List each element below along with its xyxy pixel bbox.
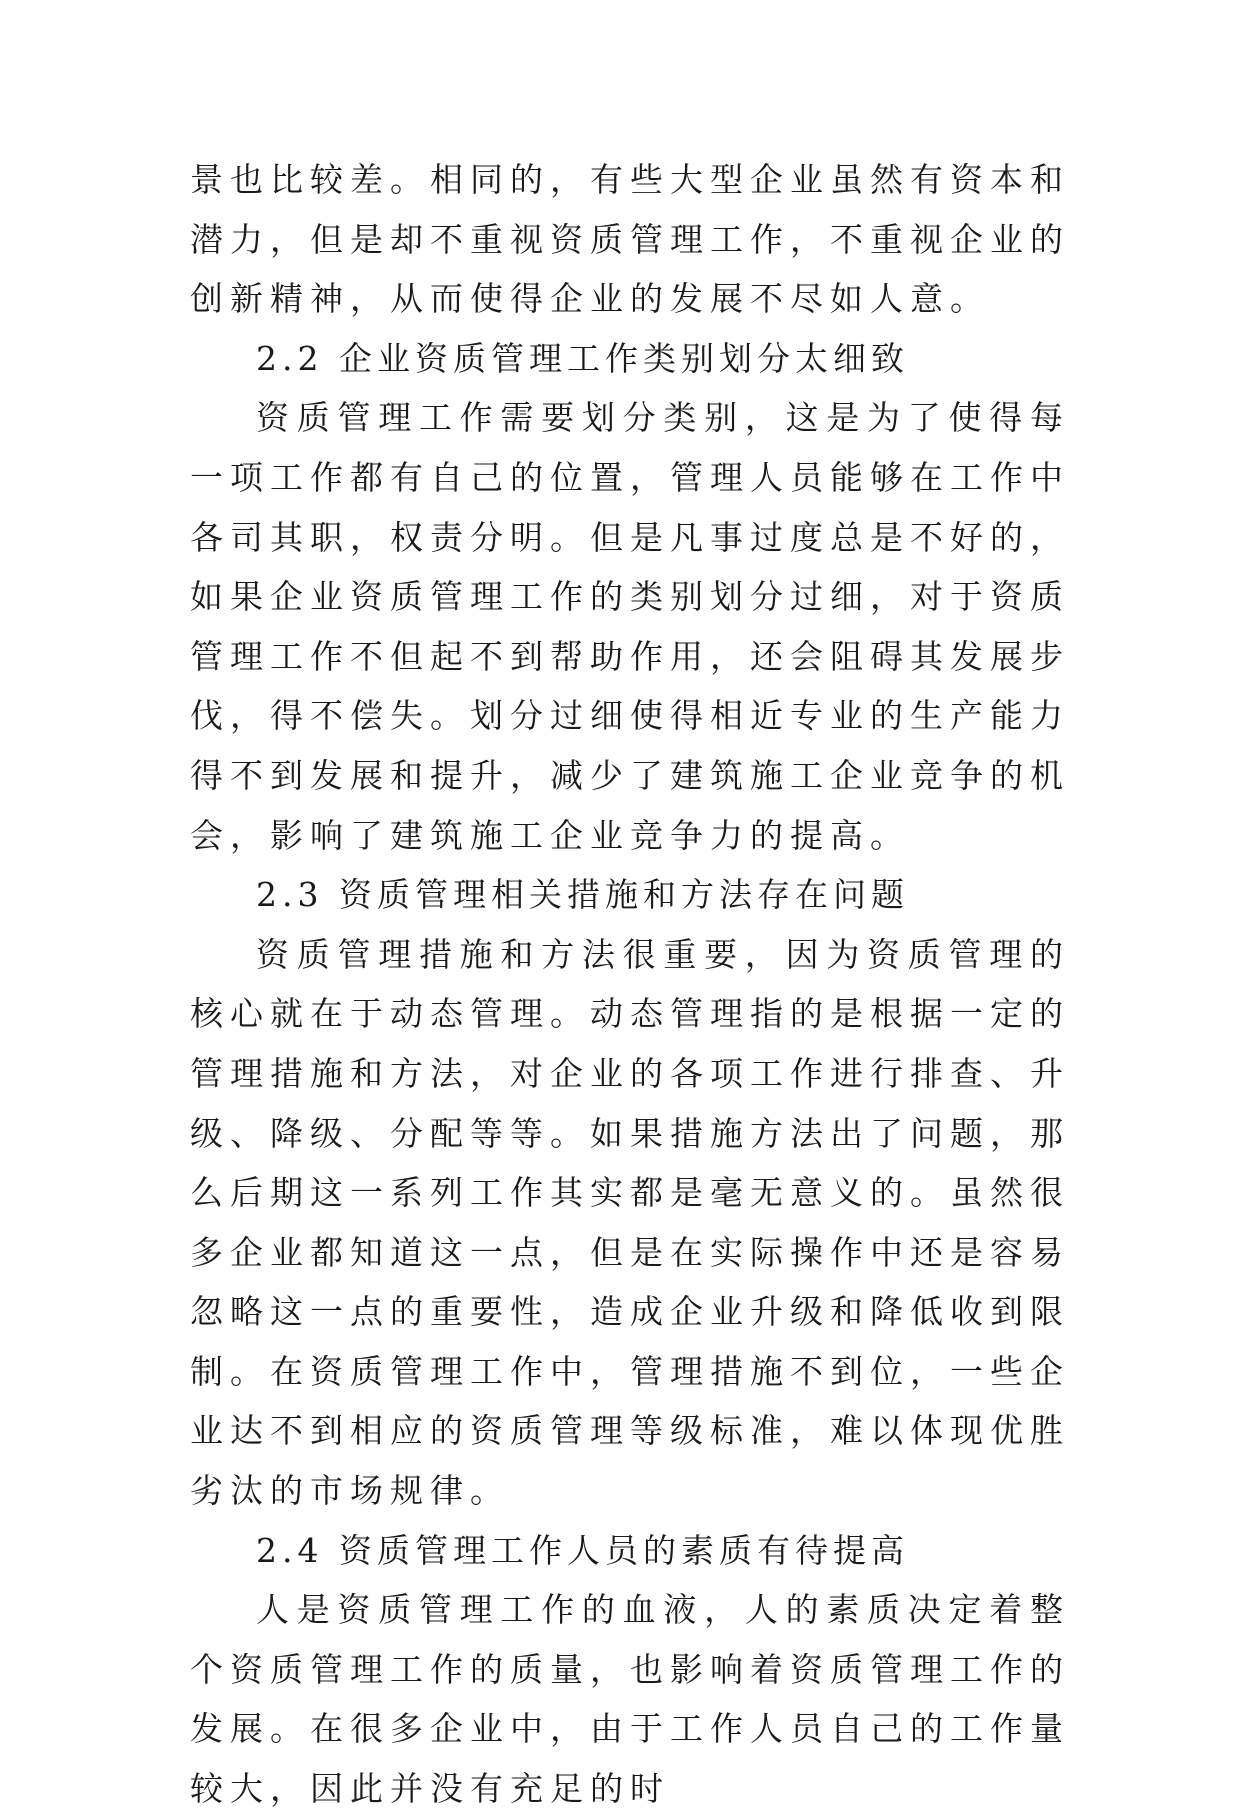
document-page — [190, 150, 1070, 1819]
paragraph-2-4: 人是资质管理工作的血液，人的素质决定着整个资质管理工作的质量，也影响着资质管理工作的发展。在很多企业中，由于工作人员自己的工作量较大，因此并没有充足的时 — [190, 1590, 1070, 1809]
section-heading-2-3: 2.3 资质管理相关措施和方法存在问题 — [256, 875, 909, 915]
section-heading-2-4: 2.4 资质管理工作人员的素质有待提高 — [256, 1530, 909, 1570]
paragraph-continuation: 景也比较差。相同的，有些大型企业虽然有资本和潜力，但是却不重视资质管理工作，不重视企业的创新精神，从而使得企业的发展不尽如人意。 — [190, 160, 1070, 319]
paragraph-2-2: 资质管理工作需要划分类别，这是为了使得每一项工作都有自己的位置，管理人员能够在工作中各司其职，权责分明。但是凡事过度总是不好的，如果企业资质管理工作的类别划分过细，对于资质管理工作不但起不到帮助作用，还会阻碍其发展步伐，得不偿失。划分过细使得相近专业的生产能力得不到发展和提升，减少了建筑施工企业竞争的机会，影响了建筑施工企业竞争力的提高。 — [190, 398, 1070, 855]
section-heading-2-2: 2.2 企业资质管理工作类别划分太细致 — [256, 338, 909, 378]
paragraph-2-3: 资质管理措施和方法很重要，因为资质管理的核心就在于动态管理。动态管理指的是根据一定的管理措施和方法，对企业的各项工作进行排查、升级、降级、分配等等。如果措施方法出了问题，那么后期这一系列工作其实都是毫无意义的。虽然很多企业都知道这一点，但是在实际操作中还是容易忽略这一点的重要性，造成企业升级和降低收到限制。在资质管理工作中，管理措施不到位，一些企业达不到相应的资质管理等级标准，难以体现优胜劣汰的市场规律。 — [190, 934, 1070, 1511]
